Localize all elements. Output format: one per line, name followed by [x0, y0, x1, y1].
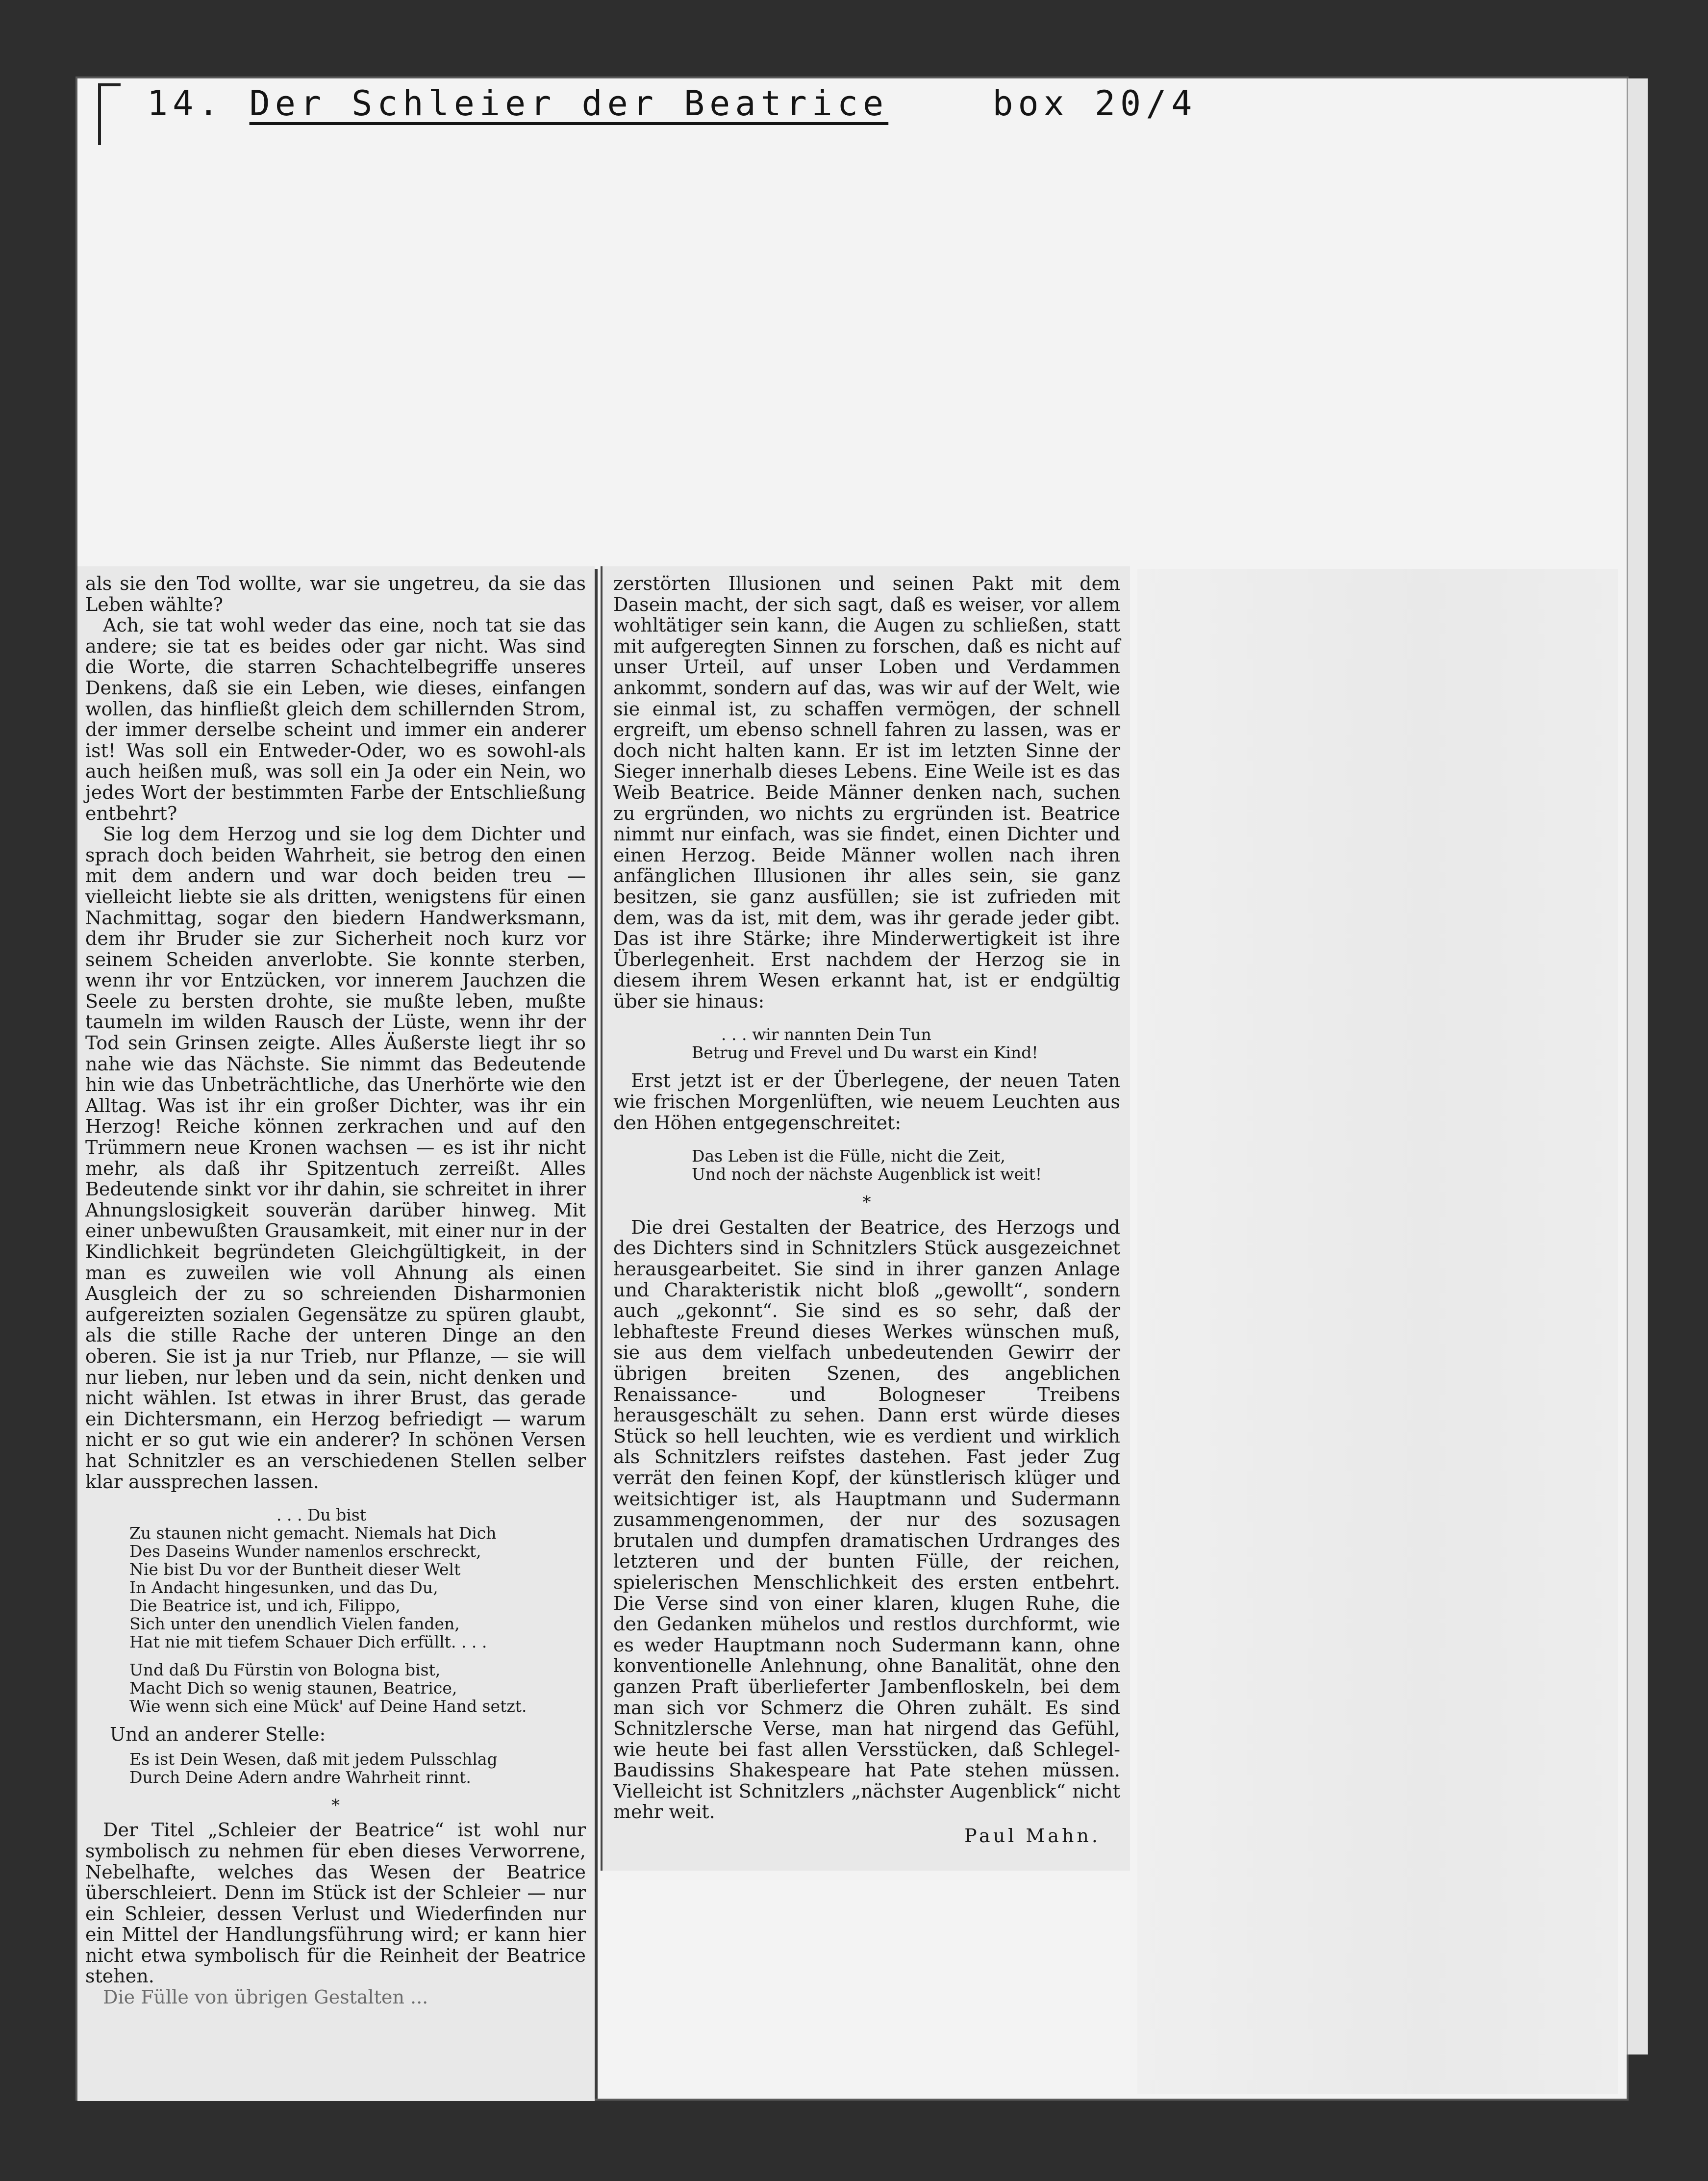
clipping-left-column [77, 566, 595, 2101]
paragraph: Und an anderer Stelle: [110, 1724, 326, 1746]
verse-line: Macht Dich so wenig staunen, Beatrice, [129, 1678, 457, 1698]
paragraph: als sie den Tod wollte, war sie ungetreu, da sie das Leben wählte? [85, 573, 586, 615]
blank-area [1137, 569, 1618, 2094]
header-number: 14. [147, 83, 224, 124]
verse-line: Wie wenn sich eine Mück' auf Deine Hand setzt. [129, 1697, 527, 1716]
header-title: Der Schleier der Beatrice [249, 83, 889, 124]
verse-line: Die Beatrice ist, und ich, Filippo, [129, 1596, 401, 1616]
verse-line: In Andacht hingesunken, und das Du, [129, 1578, 438, 1598]
verse-line: Es ist Dein Wesen, daß mit jedem Pulsschlag [129, 1749, 498, 1769]
paragraph: Ach, sie tat wohl weder das eine, noch tat sie das andere; sie tat es beides oder gar nicht. Was sind die Worte, die starren Schachtelbegriffe unseres Denkens, daß sie ein Leben, wie dieses, einfangen wollen, das hinfließt gleich dem schillernden Strom, der immer derselbe scheint und immer ein anderer ist! Was soll ein Entweder-Oder, wo es sowohl-als auch heißen muß, was soll ein Ja oder ein Nein, wo jedes Wort der bestimmten Farbe der Entschließung entbehrt? [85, 614, 586, 824]
section-separator: * [331, 1795, 340, 1815]
corner-mark [98, 83, 121, 145]
section-separator: * [862, 1192, 871, 1213]
verse-line: Des Daseins Wunder namenlos erschreckt, [129, 1542, 481, 1561]
verse-line: Durch Deine Adern andre Wahrheit rinnt. [129, 1767, 471, 1787]
verse-quote [692, 1025, 1120, 1062]
paragraph: Erst jetzt ist er der Überlegene, der neuen Taten wie frischen Morgenlüften, wie neuem Leuchten aus den Höhen entgegenschreitet: [613, 1070, 1120, 1134]
header-box: box 20/4 [992, 83, 1197, 124]
verse-line: . . . wir nannten Dein Tun [721, 1025, 931, 1044]
clipping-right-column [601, 566, 1130, 1871]
verse-quote [692, 1147, 1120, 1183]
verse-line: Nie bist Du vor der Buntheit dieser Welt [129, 1560, 461, 1579]
paragraph: Der Titel „Schleier der Beatrice“ ist wohl nur symbolisch zu nehmen für eben dieses Verworrene, Nebelhafte, welches das Wesen der Beatrice überschleiert. Denn im Stück ist der Schleier — nur ein Schleier, dessen Verlust und Wiederfinden nur ein Mittel der Handlungsführung wird; er kann hier nicht etwa symbolisch für die Reinheit der Beatrice stehen. [85, 1819, 586, 1987]
verse-line: Sich unter den unendlich Vielen fanden, [129, 1614, 460, 1634]
verse-line: . . . Du bist [276, 1505, 367, 1525]
verse-line: Und noch der nächste Augenblick ist weit! [692, 1165, 1042, 1184]
verse-quote [129, 1750, 586, 1786]
verse-line: Hat nie mit tiefem Schauer Dich erfüllt. . . . [129, 1632, 487, 1652]
paragraph: Sie log dem Herzog und sie log dem Dichter und sprach doch beiden Wahrheit, sie betrog den einen mit dem andern und war doch beiden treu — vielleicht liebte sie als dritten, wenigstens für einen Nachmittag, sogar den biedern Handwerksmann, dem ihr Bruder sie zur Sicherheit noch kurz vor seinem Scheiden anverlobte. Sie konnte sterben, wenn ihr vor Entzücken, vor innerem Jauchzen die Seele zu bersten drohte, sie mußte leben, mußte taumeln im wilden Rausch der Lüste, wenn ihr der Tod sein Grinsen zeigte. Alles Äußerste liegt ihr so nahe wie das Nächste. Sie nimmt das Bedeutende hin wie das Unbeträchtliche, das Unerhörte wie den Alltag. Was ist ihr ein großer Dichter, was ihr ein Herzog! Reiche können zerkrachen und auf den Trümmern neue Kronen wachsen — es ist ihr nicht mehr, als daß ihr Spitzentuch zerreißt. Alles Bedeutende sinkt vor ihr dahin, sie schreitet in ihrer Ahnungslosigkeit souverän darüber hinweg. Mit einer unbewußten Grausamkeit, mit einer nur in der Kindlichkeit begründeten Gleichgültigkeit, in der man es zuweilen wie voll Ahnung als einen Ausgleich der zu so schreienden Disharmonien aufgereizten sozialen Gegensätze zu spüren glaubt, als die stille Rache der unteren Dinge an den oberen. Sie ist ja nur Trieb, nur Pflanze, — sie will nur lieben, nur leben und da sein, nicht denken und nicht wählen. Ist etwas in ihrer Brust, das gerade ein Dichtersmann, ein Herzog befriedigt — warum nicht er so gut wie ein anderer? In schönen Versen hat Schnitzler es an verschiedenen Stellen selber klar aussprechen lassen. [85, 823, 586, 1493]
paragraph: zerstörten Illusionen und seinen Pakt mit dem Dasein macht, der sich sagt, daß es weiser, vor allem wohltätiger sein kann, die Augen zu schließen, statt mit aufgeregten Sinnen zu forschen, daß es nicht auf unser Urteil, auf unser Loben und Verdammen ankommt, sondern auf das, was wir auf der Welt, wie sie einmal ist, zu schaffen vermögen, der schnell ergreift, um ebenso schnell fahren zu lassen, was er doch nicht halten kann. Er ist im letzten Sinne der Sieger innerhalb dieses Lebens. Eine Weile ist es das Weib Beatrice. Beide Männer denken nach, suchen zu ergründen, wo nichts zu ergründen ist. Beatrice nimmt nur einfach, was sie findet, einen Dichter und einen Herzog. Beide Männer wollen nach ihren anfänglichen Illusionen ihr alles sein, sie ganz besitzen, sie ganz ausfüllen; sie ist zufrieden mit dem, was da ist, mit dem, was ihr gerade jeder gibt. Das ist ihre Stärke; ihre Minderwertigkeit ist ihre Überlegenheit. Erst nachdem der Herzog sie in diesem ihrem Wesen erkannt hat, ist er endgültig über sie hinaus: [613, 573, 1120, 1012]
verse-line: Zu staunen nicht gemacht. Niemals hat Dich [129, 1523, 497, 1543]
verse-quote [129, 1506, 586, 1715]
page-header [147, 83, 1197, 137]
paragraph: Die Fülle von übrigen Gestalten ... [103, 1986, 428, 2008]
sheet-edge [1627, 78, 1648, 2054]
verse-line: Und daß Du Fürstin von Bologna bist, [129, 1660, 441, 1680]
column-divider [595, 569, 598, 2099]
verse-line: Betrug und Frevel und Du warst ein Kind! [692, 1043, 1038, 1063]
author-byline: Paul Mahn. [964, 1825, 1101, 1847]
paragraph: Die drei Gestalten der Beatrice, des Herzogs und des Dichters sind in Schnitzlers Stück ausgezeichnet herausgearbeitet. Sie sind in ihrer ganzen Anlage und Charakteristik nicht bloß „gewollt“, sondern auch „gekonnt“. Sie sind es so sehr, daß der lebhafteste Freund dieses Werkes wünschen muß, sie aus dem vielfach unbedeutenden Gewirr der übrigen breiten Szenen, des angeblichen Renaissance- und Bologneser Treibens herausgeschält zu sehen. Dann erst würde dieses Stück so hell leuchten, wie es verdient und wirklich als Schnitzlers reifstes dastehen. Fast jeder Zug verrät den feinen Kopf, der künstlerisch klüger und weitsichtiger ist, als Hauptmann und Sudermann zusammengenommen, der nur des sozusagen brutalen und dumpfen dramatischen Urdranges des letzteren und der bunten Fülle, der reichen, spielerischen Menschlichkeit des ersten entbehrt. Die Verse sind von einer klaren, klugen Ruhe, die den Gedanken mühelos und restlos durchformt, wie es weder Hauptmann noch Sudermann kann, ohne konventionelle Anlehnung, ohne Banalität, ohne den ganzen Praft überlieferter Jambenfloskeln, bei dem man sich vor Schmerz die Ohren zuhält. Es sind Schnitzlersche Verse, man hat nirgend das Gefühl, wie heute bei fast allen Versstücken, daß Schlegel-Baudissins Shakespeare hat Pate stehen müssen. Vielleicht ist Schnitzlers „nächster Augenblick“ nicht mehr weit. [613, 1216, 1120, 1823]
verse-line: Das Leben ist die Fülle, nicht die Zeit, [692, 1146, 1005, 1166]
